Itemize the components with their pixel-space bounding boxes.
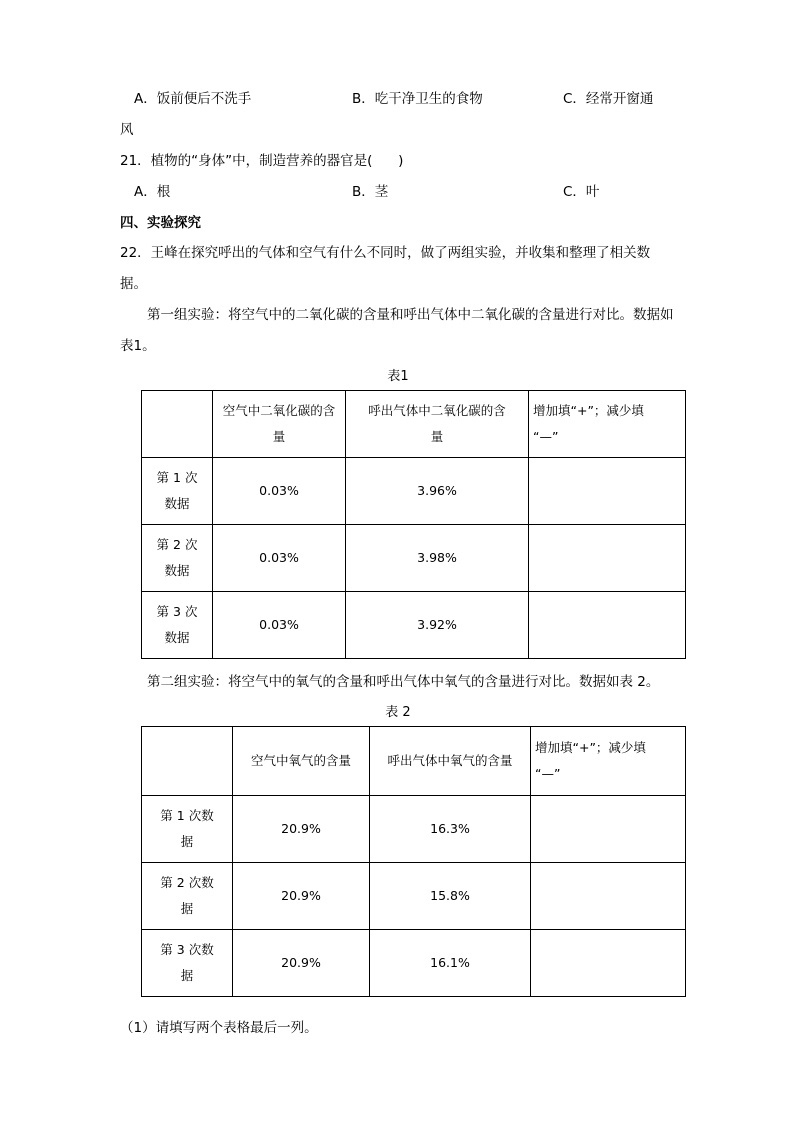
table1-header-corner [142,391,213,458]
table1-row-label-1 [142,458,213,525]
table2-row-label-2-line1: 第 2 次数 [160,875,214,890]
question20-option-c[interactable]: C．经常开窗通 [563,91,654,107]
question20-option-b[interactable]: B．吃干净卫生的食物 [352,91,483,107]
table1-header-air [213,391,346,458]
table2-row-label-2 [142,863,233,930]
table1-cell-change-1[interactable] [529,458,686,525]
table-row [142,525,686,592]
table1-header-air-line1: 空气中二氧化碳的含 [222,403,336,418]
section-heading: 四、实验探究 [120,215,201,231]
table2-header-change-line2: “—” [535,766,561,781]
spacer [120,659,676,667]
table1-header-exhaled-line2: 量 [430,429,444,444]
table2-cell-change-1[interactable] [531,796,686,863]
question21-option-c[interactable]: C．叶 [563,184,600,200]
table1-header-row [142,391,686,458]
table1-header-change-line2: “—” [533,429,559,444]
table1-cell-air-1: 0.03% [213,458,346,525]
question20-option-a[interactable]: A．饭前便后不洗手 [134,91,252,107]
table1-row-label-2-line2: 数据 [164,563,190,578]
question21-option-b[interactable]: B．茎 [352,184,389,200]
table1-row-label-1-line1: 第 1 次 [156,470,198,485]
table1-cell-air-3: 0.03% [213,592,346,659]
table2-cell-exhaled-3: 16.1% [370,930,531,997]
table2-row-label-1-line2: 据 [180,834,194,849]
table2-header-row [142,727,686,796]
table2-cell-air-1: 20.9% [233,796,370,863]
table-row [142,592,686,659]
table-row [142,458,686,525]
question20-options [120,84,676,115]
table1-header-change-line1: 增加填“+”；减少填 [533,403,644,418]
table1-cell-exhaled-3: 3.92% [346,592,529,659]
spacer [120,997,676,1013]
table2-header-air: 空气中氧气的含量 [233,727,370,796]
table2-header-exhaled: 呼出气体中氧气的含量 [370,727,531,796]
table2-row-label-2-line2: 据 [180,901,194,916]
table1-header-exhaled [346,391,529,458]
table2-header-change [531,727,686,796]
experiment1-intro: 第一组实验：将空气中的二氧化碳的含量和呼出气体中二氧化碳的含量进行对比。数据如表1。 [120,307,674,354]
table-row [142,930,686,997]
table2-row-label-3 [142,930,233,997]
table1-cell-exhaled-1: 3.96% [346,458,529,525]
table1-row-label-3 [142,592,213,659]
table2-cell-air-2: 20.9% [233,863,370,930]
table2-caption: 表 2 [385,705,411,720]
table1-cell-change-2[interactable] [529,525,686,592]
table2-cell-exhaled-1: 16.3% [370,796,531,863]
table2-row-label-3-line1: 第 3 次数 [160,942,214,957]
table2 [141,726,686,997]
question20-option-c-wrap: 风 [120,122,134,138]
question21-option-a[interactable]: A．根 [134,184,171,200]
table1-header-exhaled-line1: 呼出气体中二氧化碳的含 [368,403,506,418]
table2-row-label-1 [142,796,233,863]
table2-header-corner [142,727,233,796]
table2-header-change-line1: 增加填“+”；减少填 [535,740,646,755]
question22-stem: 22．王峰在探究呼出的气体和空气有什么不同时，做了两组实验，并收集和整理了相关数据。 [120,245,651,292]
table2-cell-change-2[interactable] [531,863,686,930]
table1-row-label-1-line2: 数据 [164,496,190,511]
table1-caption: 表1 [387,369,409,384]
question21-options [120,177,676,208]
table-row [142,863,686,930]
table1-row-label-3-line2: 数据 [164,630,190,645]
document-content [120,84,676,1044]
table2-cell-exhaled-2: 15.8% [370,863,531,930]
table1-header-air-line2: 量 [272,429,286,444]
table1-cell-exhaled-2: 3.98% [346,525,529,592]
table1-cell-air-2: 0.03% [213,525,346,592]
table-row [142,796,686,863]
table1-row-label-2-line1: 第 2 次 [156,537,198,552]
table2-cell-change-3[interactable] [531,930,686,997]
table2-row-label-3-line2: 据 [180,968,194,983]
table1-header-change [529,391,686,458]
table2-cell-air-3: 20.9% [233,930,370,997]
table1-row-label-3-line1: 第 3 次 [156,604,198,619]
table1-cell-change-3[interactable] [529,592,686,659]
question21-stem: 21．植物的“身体”中，制造营养的器官是( ) [120,153,404,169]
sub-question-1: （1）请填写两个表格最后一列。 [120,1020,318,1036]
table2-row-label-1-line1: 第 1 次数 [160,808,214,823]
table1 [141,390,686,659]
experiment2-intro: 第二组实验：将空气中的氧气的含量和呼出气体中氧气的含量进行对比。数据如表 2。 [147,674,660,690]
table1-row-label-2 [142,525,213,592]
